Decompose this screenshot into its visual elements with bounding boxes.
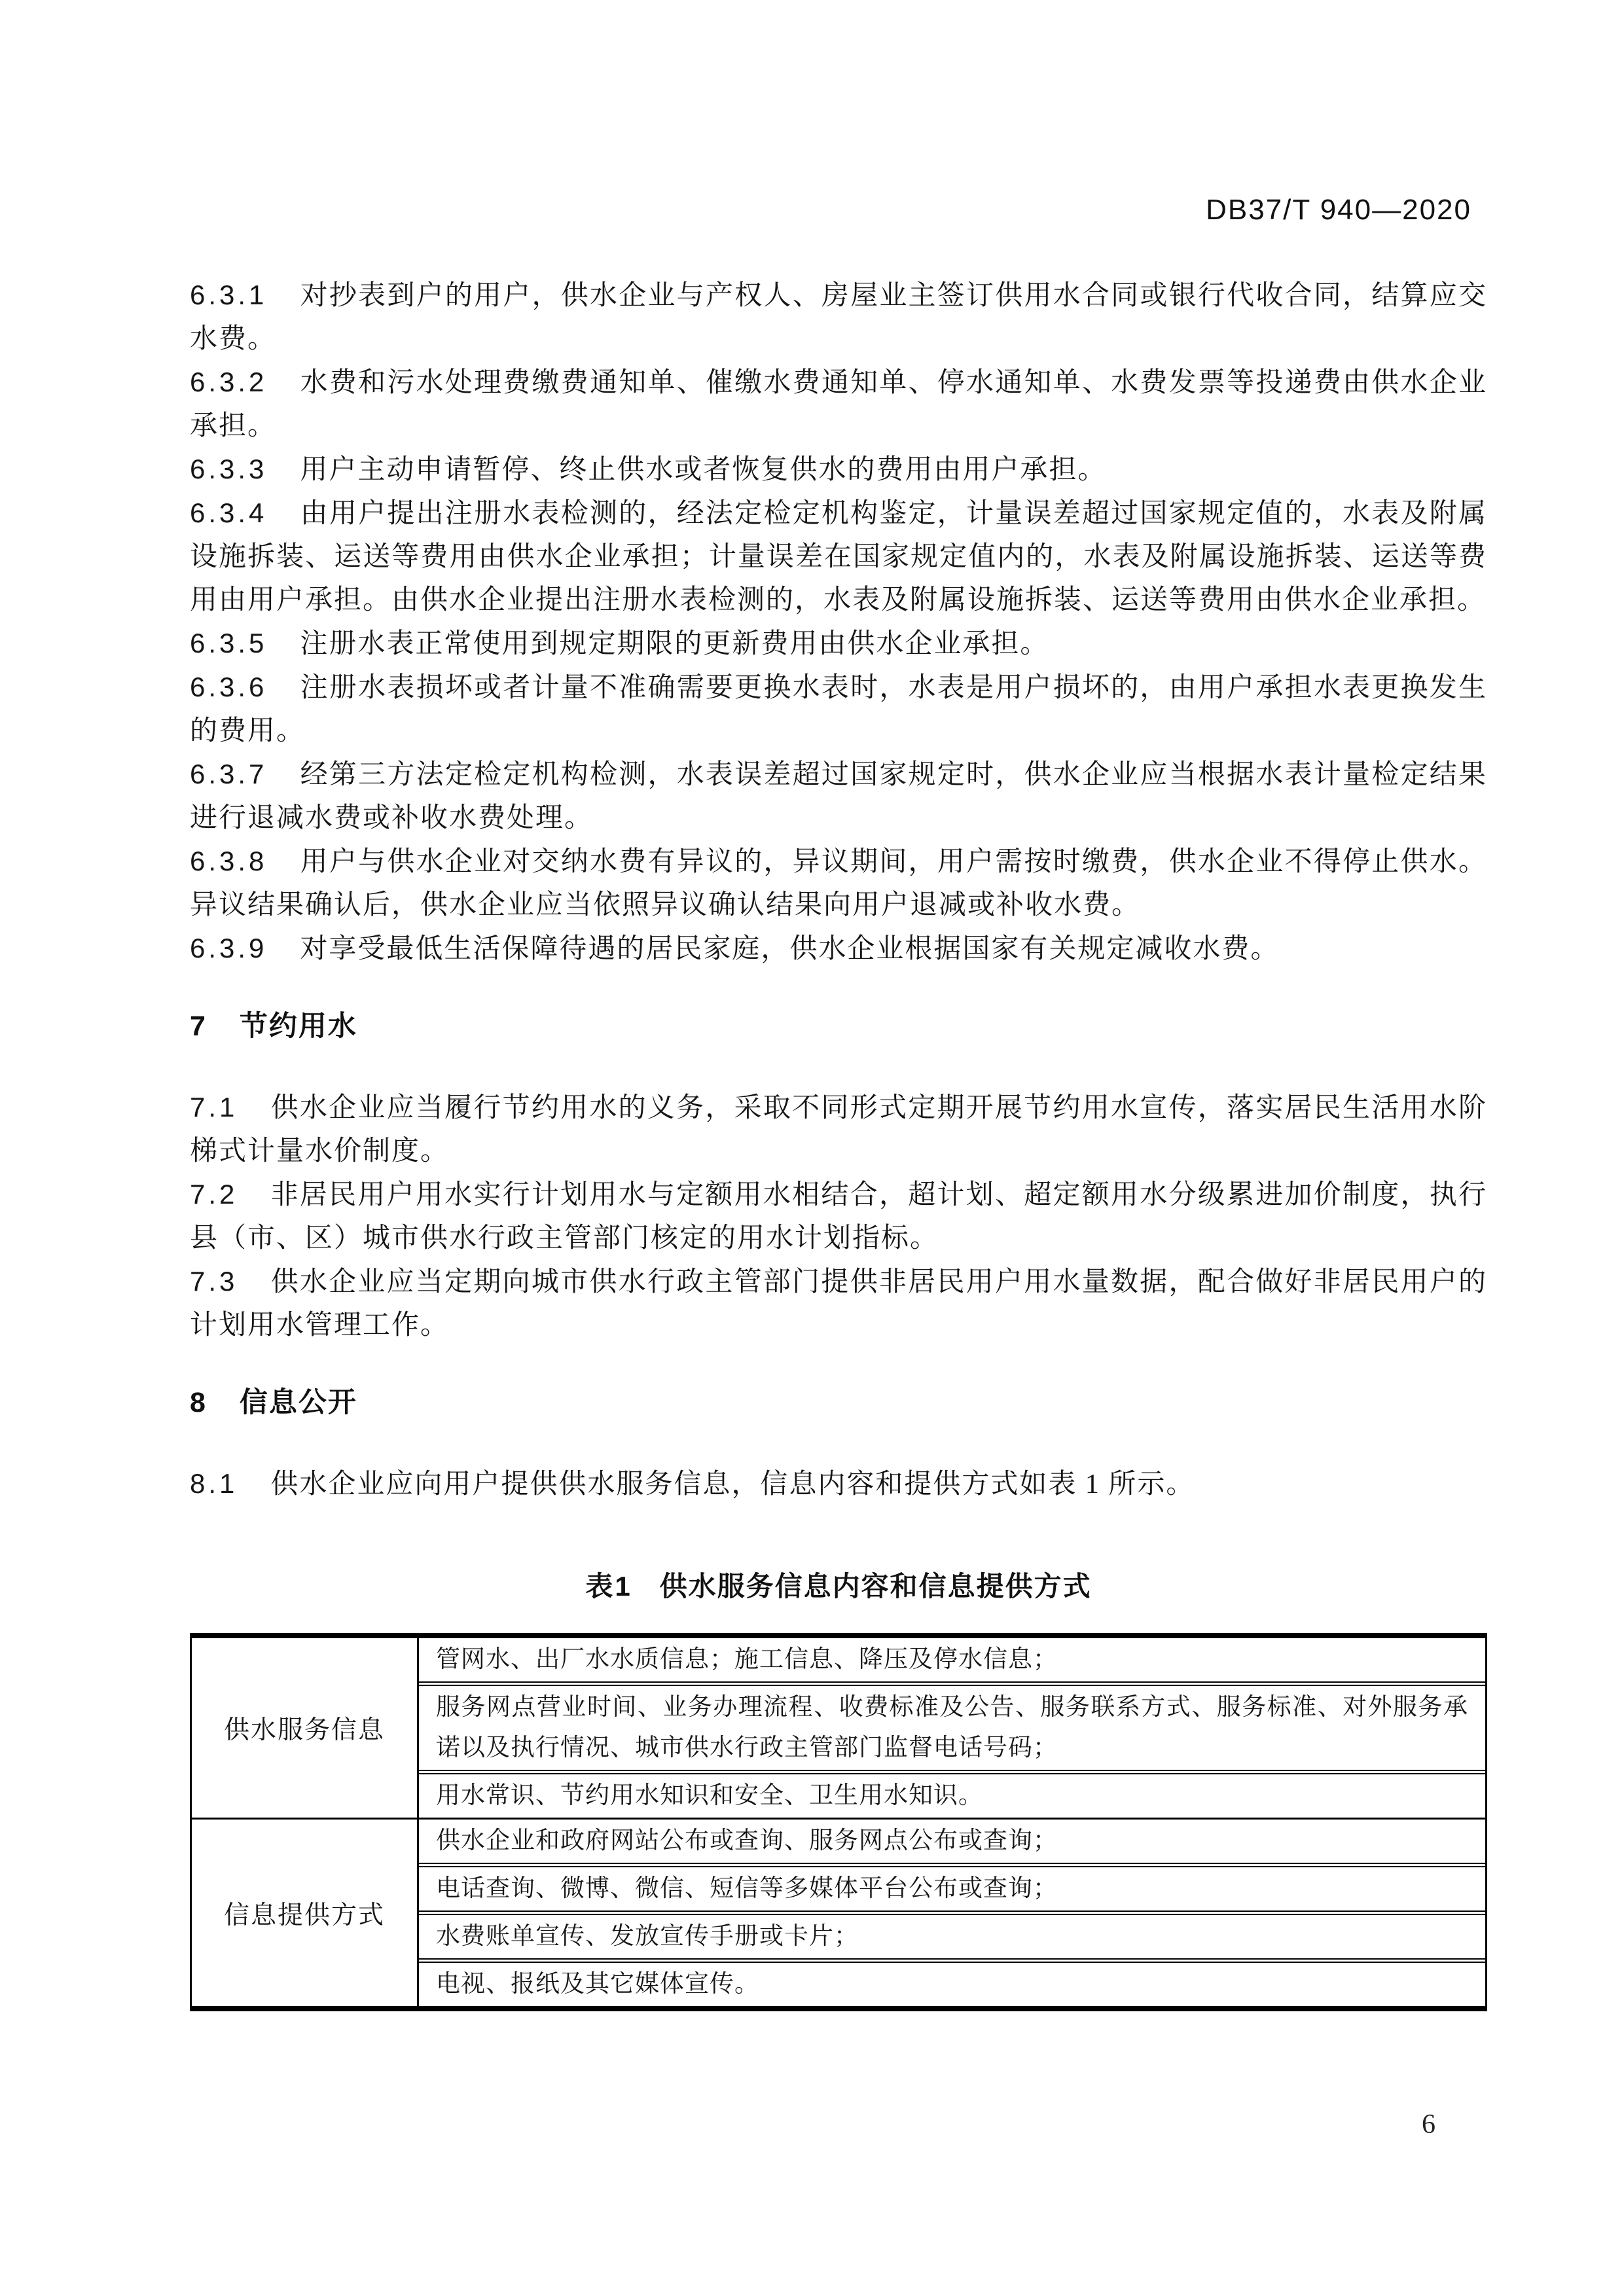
clause-number: 6.3.7 — [190, 759, 268, 789]
clause-6-3-4 — [190, 492, 1487, 622]
clause-7-3 — [190, 1260, 1487, 1347]
clause-number: 6.3.2 — [190, 367, 268, 397]
clause-6-3-1 — [190, 274, 1487, 361]
clause-text: 由用户提出注册水表检测的，经法定检定机构鉴定，计量误差超过国家规定值的，水表及附属设施拆装、运送等费用由供水企业承担；计量误差在国家规定值内的，水表及附属设施拆装、运送等费用由用户承担。由供水企业提出注册水表检测的，水表及附属设施拆装、运送等费用由供水企业承担。 — [190, 499, 1487, 615]
clause-text: 水费和污水处理费缴费通知单、催缴水费通知单、停水通知单、水费发票等投递费由供水企业承担。 — [190, 368, 1487, 441]
table-group-provision-method — [192, 1818, 1485, 2006]
page-content — [190, 274, 1487, 2011]
table-group-rows — [419, 1820, 1485, 2006]
clause-number: 7.1 — [190, 1092, 238, 1122]
clause-6-3-7 — [190, 753, 1487, 840]
clause-number: 7.2 — [190, 1179, 238, 1210]
table-caption-title: 供水服务信息内容和信息提供方式 — [659, 1571, 1092, 1602]
table-row: 用水常识、节约用水知识和安全、卫生用水知识。 — [419, 1770, 1485, 1818]
table-row: 电视、报纸及其它媒体宣传。 — [419, 1958, 1485, 2006]
clause-6-3-2 — [190, 361, 1487, 448]
table-row: 电话查询、微博、微信、短信等多媒体平台公布或查询； — [419, 1863, 1485, 1910]
clause-number: 6.3.9 — [190, 933, 268, 963]
section-8-heading — [190, 1381, 1487, 1424]
table-row: 服务网点营业时间、业务办理流程、收费标准及公告、服务联系方式、服务标准、对外服务承诺以及执行情况、城市供水行政主管部门监督电话号码； — [419, 1681, 1485, 1770]
clause-6-3-9 — [190, 927, 1487, 971]
clause-number: 6.3.3 — [190, 454, 268, 484]
clause-text: 供水企业应当定期向城市供水行政主管部门提供非居民用户用水量数据，配合做好非居民用户的计划用水管理工作。 — [190, 1267, 1487, 1340]
table-row: 供水企业和政府网站公布或查询、服务网点公布或查询； — [436, 1827, 1058, 1854]
clause-text: 经第三方法定检定机构检测，水表误差超过国家规定时，供水企业应当根据水表计量检定结果进行退减水费或补收水费处理。 — [190, 760, 1487, 833]
table-group-label: 信息提供方式 — [192, 1820, 419, 2006]
clause-6-3-6 — [190, 666, 1487, 753]
section-7-heading — [190, 1005, 1487, 1048]
clause-text: 注册水表正常使用到规定期限的更新费用由供水企业承担。 — [300, 629, 1049, 659]
section-title: 信息公开 — [239, 1387, 357, 1418]
clause-text: 用户与供水企业对交纳水费有异议的，异议期间，用户需按时缴费，供水企业不得停止供水。异议结果确认后，供水企业应当依照异议确认结果向用户退减或补收水费。 — [190, 847, 1487, 920]
section-number: 8 — [190, 1387, 208, 1418]
clause-number: 6.3.1 — [190, 279, 268, 310]
clause-7-1 — [190, 1086, 1487, 1173]
clause-7-2 — [190, 1173, 1487, 1260]
clause-number: 6.3.8 — [190, 846, 268, 876]
clause-number: 6.3.4 — [190, 497, 268, 528]
table-group-service-info — [192, 1638, 1485, 1818]
section-number: 7 — [190, 1011, 208, 1042]
page-number: 6 — [1422, 2109, 1435, 2140]
clause-text: 用户主动申请暂停、终止供水或者恢复供水的费用由用户承担。 — [300, 455, 1107, 485]
clause-number: 6.3.5 — [190, 628, 268, 658]
table-1-caption — [190, 1565, 1487, 1608]
clause-text: 对抄表到户的用户，供水企业与产权人、房屋业主签订供用水合同或银行代收合同，结算应交水费。 — [190, 281, 1487, 354]
clause-number: 8.1 — [190, 1468, 238, 1499]
clause-text: 供水企业应向用户提供供水服务信息，信息内容和提供方式如表 1 所示。 — [270, 1469, 1195, 1499]
clause-number: 6.3.6 — [190, 672, 268, 702]
clause-text: 非居民用户用水实行计划用水与定额用水相结合，超计划、超定额用水分级累进加价制度，执行县（市、区）城市供水行政主管部门核定的用水计划指标。 — [190, 1180, 1487, 1253]
table-caption-label: 表1 — [585, 1571, 632, 1602]
clause-6-3-8 — [190, 840, 1487, 927]
clause-number: 7.3 — [190, 1266, 238, 1297]
clause-6-3-3 — [190, 448, 1487, 492]
table-row: 水费账单宣传、发放宣传手册或卡片； — [419, 1910, 1485, 1958]
section-title: 节约用水 — [239, 1011, 357, 1042]
clause-6-3-5 — [190, 622, 1487, 666]
clause-text: 注册水表损坏或者计量不准确需要更换水表时，水表是用户损坏的，由用户承担水表更换发生的费用。 — [190, 673, 1487, 746]
table-1 — [190, 1633, 1487, 2011]
clause-text: 对享受最低生活保障待遇的居民家庭，供水企业根据国家有关规定减收水费。 — [300, 934, 1280, 964]
table-group-label: 供水服务信息 — [192, 1638, 419, 1818]
table-row: 管网水、出厂水水质信息；施工信息、降压及停水信息； — [436, 1646, 1058, 1673]
doc-number-header: DB37/T 940—2020 — [1206, 194, 1471, 226]
clause-8-1 — [190, 1462, 1487, 1506]
clause-text: 供水企业应当履行节约用水的义务，采取不同形式定期开展节约用水宣传，落实居民生活用水阶梯式计量水价制度。 — [190, 1093, 1487, 1166]
table-group-rows — [419, 1638, 1485, 1818]
